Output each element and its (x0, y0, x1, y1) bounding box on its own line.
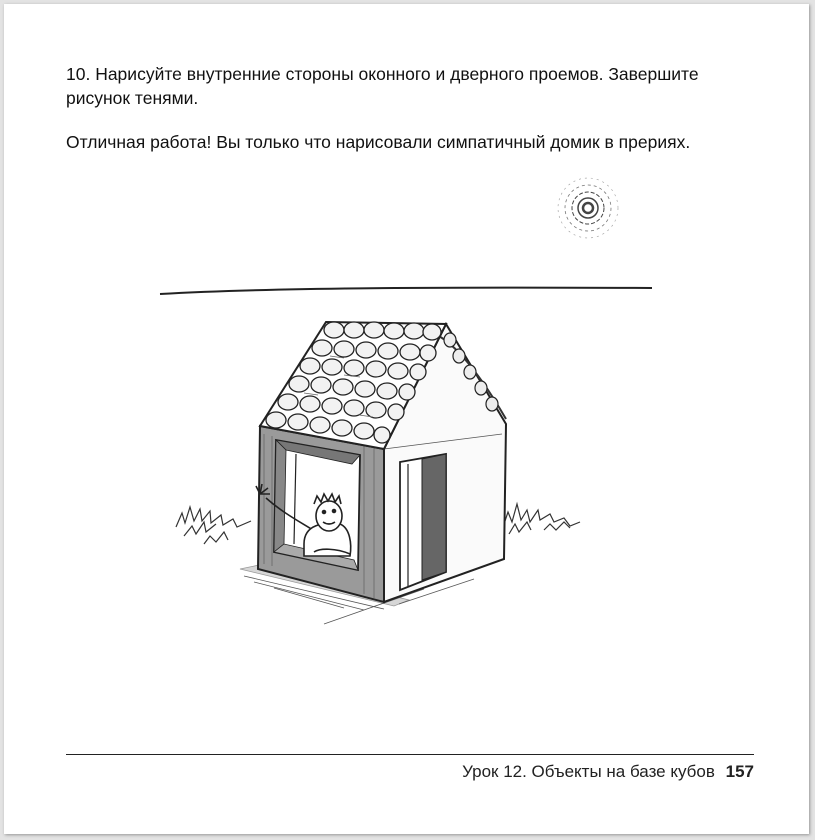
footer-rule (66, 754, 754, 755)
step-instruction: 10. Нарисуйте внутренние стороны оконного и дверного проемов. Завершите рисунок тенями. (66, 64, 699, 108)
lesson-title: Урок 12. Объекты на базе кубов (462, 762, 715, 781)
sun-icon (558, 178, 618, 238)
praise-text: Отличная работа! Вы только что нарисовали симпатичный домик в прериях. (66, 132, 691, 152)
house-illustration (4, 4, 809, 834)
door-opening (400, 454, 446, 590)
book-page (4, 4, 809, 834)
grass-right (504, 504, 580, 534)
page-number: 157 (725, 762, 754, 781)
grass-left (176, 507, 251, 544)
horizon-line (160, 288, 652, 294)
page-footer (66, 762, 754, 782)
